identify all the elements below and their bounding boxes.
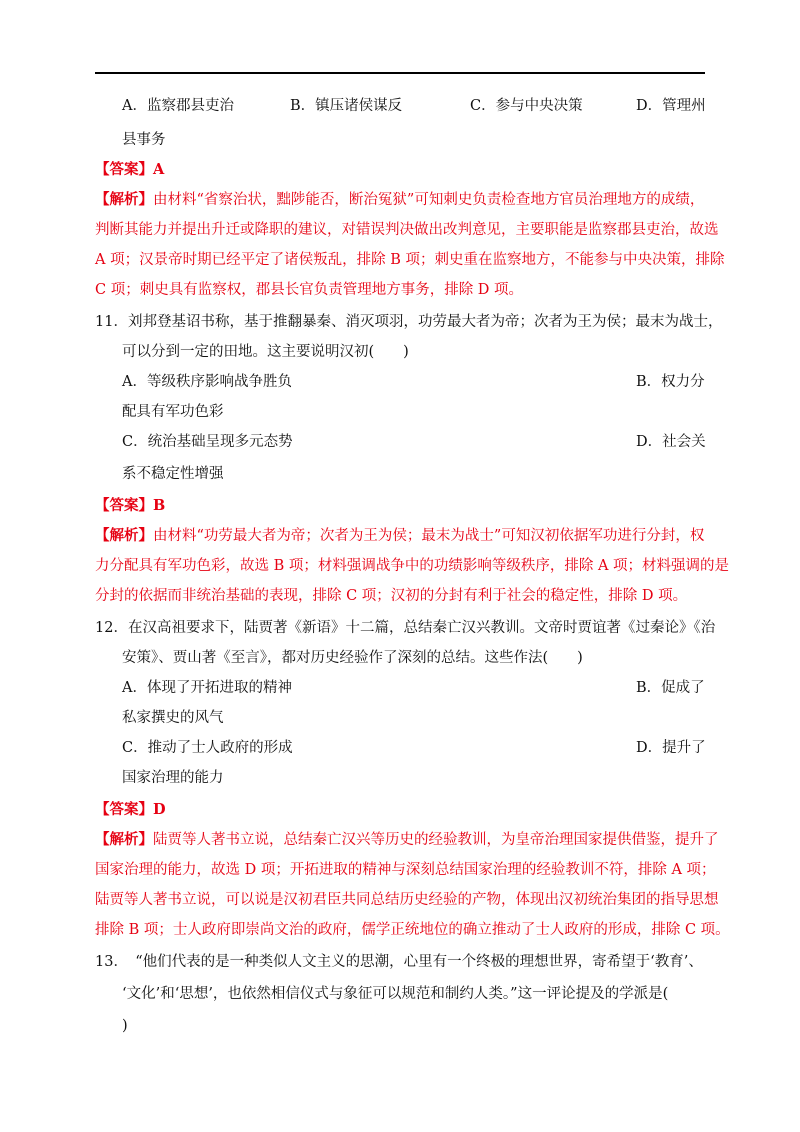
q10-option-d: D．管理州: [636, 98, 706, 114]
q12-analysis-line: 陆贾等人著书立说，可以说是汉初君臣共同总结历史经验的产物，体现出汉初统治集团的指导思想: [95, 892, 719, 908]
answer-label: 【答案】: [95, 801, 153, 818]
q13-stem-line: ‘文化’和‘思想’，也依然相信仪式与象征可以规范和制约人类。”这一评论提及的学派是(: [122, 986, 669, 1002]
analysis-label: 【解析】: [95, 191, 153, 208]
answer-value: D: [153, 801, 166, 818]
q11-option-b: B．权力分: [636, 374, 705, 390]
answer-label: 【答案】: [95, 161, 153, 178]
q12-option-d: D．提升了: [636, 740, 706, 756]
q12-stem-line: 12．在汉高祖要求下，陆贾著《新语》十二篇，总结秦亡汉兴教训。文帝时贾谊著《过秦论》《治: [95, 620, 716, 636]
q12-analysis-line: [95, 830, 719, 850]
q11-analysis-line: 分封的依据而非统治基础的表现，排除 C 项；汉初的分封有利于社会的稳定性，排除 D 项。: [95, 588, 688, 604]
q10-option-c: C．参与中央决策: [470, 98, 583, 114]
analysis-label: 【解析】: [95, 527, 153, 544]
answer-value: B: [153, 497, 166, 514]
q11-option-d-wrap: 系不稳定性增强: [122, 466, 224, 482]
q12-option-c: C．推动了士人政府的形成: [122, 740, 293, 756]
answer-value: A: [153, 161, 165, 178]
q12-option-d-wrap: 国家治理的能力: [122, 770, 224, 786]
header-rule: [95, 72, 705, 74]
q11-option-a: A．等级秩序影响战争胜负: [122, 374, 292, 390]
q11-option-d: D．社会关: [636, 434, 706, 450]
analysis-label: 【解析】: [95, 831, 153, 848]
q11-stem-line: 11．刘邦登基诏书称，基于推翻暴秦、消灭项羽，功劳最大者为帝；次者为王为侯；最末为战士，: [95, 314, 723, 330]
answer-label: 【答案】: [95, 497, 153, 514]
q10-option-a: A．监察郡县吏治: [122, 98, 234, 114]
q10-analysis-line: 判断其能力并提出升迁或降职的建议，对错误判决做出改判意见，主要职能是监察郡县吏治，故选: [95, 222, 719, 238]
q12-option-a: A．体现了开拓进取的精神: [122, 680, 292, 696]
q11-analysis-line: 力分配具有军功色彩，故选 B 项；材料强调战争中的功绩影响等级秩序，排除 A 项；材料强调的是: [95, 558, 730, 574]
q12-stem-line: 安策》、贾山著《至言》，都对历史经验作了深刻的总结。这些作法( ): [122, 650, 583, 666]
analysis-text: 由材料“省察治状，黜陟能否，断治冤狱”可知刺史负责检查地方官员治理地方的成绩，: [153, 192, 705, 208]
q10-analysis-line: [95, 190, 704, 210]
q10-analysis-line: C 项；刺史具有监察权，郡县长官负责管理地方事务，排除 D 项。: [95, 282, 524, 298]
q12-analysis-line: 排除 B 项；士人政府即崇尚文治的政府，儒学正统地位的确立推动了士人政府的形成，排除 C 项。: [95, 922, 730, 938]
q10-option-b: B．镇压诸侯谋反: [290, 98, 403, 114]
q13-stem-line: 13． “他们代表的是一种类似人文主义的思潮，心里有一个终极的理想世界，寄希望于‘教育’、: [95, 954, 703, 970]
q10-option-wrap: 县事务: [122, 132, 166, 148]
q11-analysis-line: [95, 526, 704, 546]
q12-analysis-line: 国家治理的能力，故选 D 项；开拓进取的精神与深刻总结国家治理的经验教训不符，排除 A 项；: [95, 862, 716, 878]
q11-answer: [95, 496, 165, 516]
analysis-text: 陆贾等人著书立说，总结秦亡汉兴等历史的经验教训，为皇帝治理国家提供借鉴，提升了: [153, 832, 719, 848]
analysis-text: 由材料“功劳最大者为帝；次者为王为侯；最末为战士”可知汉初依据军功进行分封，权: [153, 528, 705, 544]
q12-option-b-wrap: 私家撰史的风气: [122, 710, 224, 726]
q10-analysis-line: A 项；汉景帝时期已经平定了诸侯叛乱，排除 B 项；刺史重在监察地方，不能参与中央决策，排除: [95, 252, 725, 268]
q12-answer: [95, 800, 166, 820]
q13-stem-line: ): [122, 1018, 128, 1034]
q10-answer: [95, 160, 164, 180]
q12-option-b: B．促成了: [636, 680, 705, 696]
q11-option-c: C．统治基础呈现多元态势: [122, 434, 293, 450]
q11-option-b-wrap: 配具有军功色彩: [122, 404, 224, 420]
q11-stem-line: 可以分到一定的田地。这主要说明汉初( ): [122, 344, 409, 360]
